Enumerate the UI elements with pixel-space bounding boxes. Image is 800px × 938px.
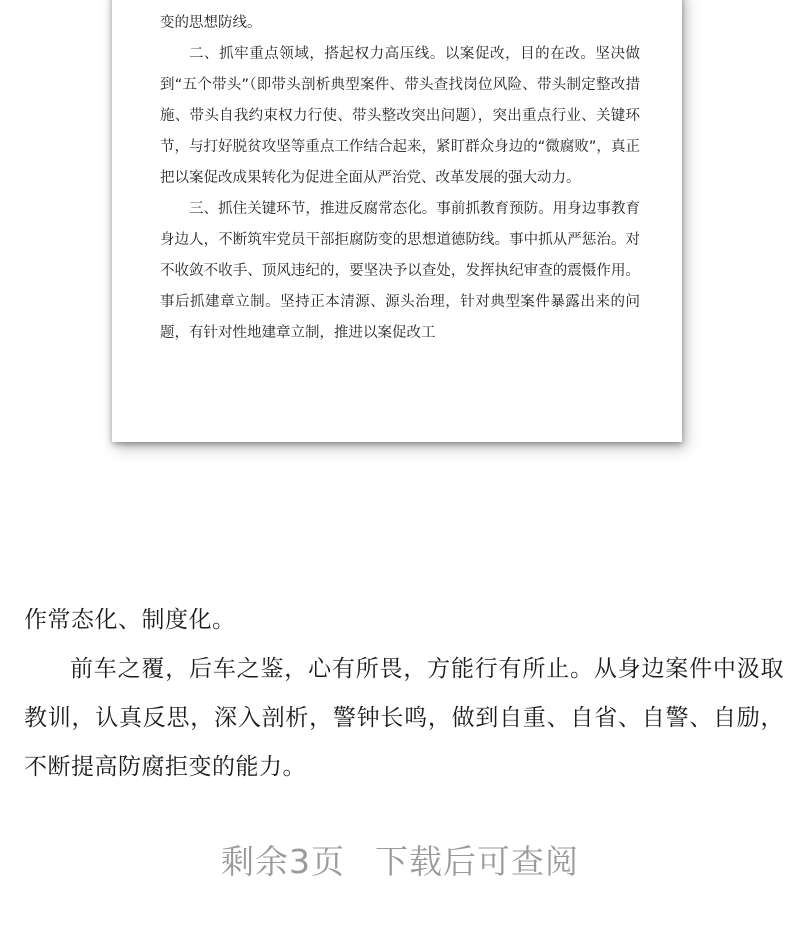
remaining-pages-label: 剩余3页 — [221, 842, 345, 881]
preview-paragraph-1: 变的思想防线。 — [160, 15, 262, 31]
document-body-text — [24, 596, 784, 792]
body-paragraph-1: 作常态化、制度化。 — [24, 607, 236, 633]
preview-paragraph-3: 三、抓住关键环节，推进反腐常态化。事前抓教育预防。用身边事教育身边人，不断筑牢党员干部拒腐防变的思想道德防线。事中抓从严惩治。对不收敛不收手、顶风违纪的，要坚决予以查处，发挥执纪审查的震慑作用。事后抓建章立制。坚持正本清源、源头治理，针对典型案件暴露出来的问题，有针对性地建章立制，推进以案促改工 — [160, 201, 640, 341]
remaining-pages-banner[interactable] — [0, 836, 800, 883]
body-paragraph-2: 前车之覆，后车之鉴，心有所畏，方能行有所止。从身边案件中汲取教训，认真反思，深入剖析，警钟长鸣，做到自重、自省、自警、自励，不断提高防腐拒变的能力。 — [24, 656, 784, 780]
download-to-view-label: 下载后可查阅 — [375, 842, 579, 881]
document-preview-page — [112, 0, 682, 442]
preview-paragraph-2: 二、抓牢重点领域，搭起权力高压线。以案促改，目的在改。坚决做到“五个带头”（即带头剖析典型案件、带头查找岗位风险、带头制定整改措施、带头自我约束权力行使、带头整改突出问题），突出重点行业、关键环节，与打好脱贫攻坚等重点工作结合起来，紧盯群众身边的“微腐败”，真正把以案促改成果转化为促进全面从严治党、改革发展的强大动力。 — [160, 46, 640, 186]
